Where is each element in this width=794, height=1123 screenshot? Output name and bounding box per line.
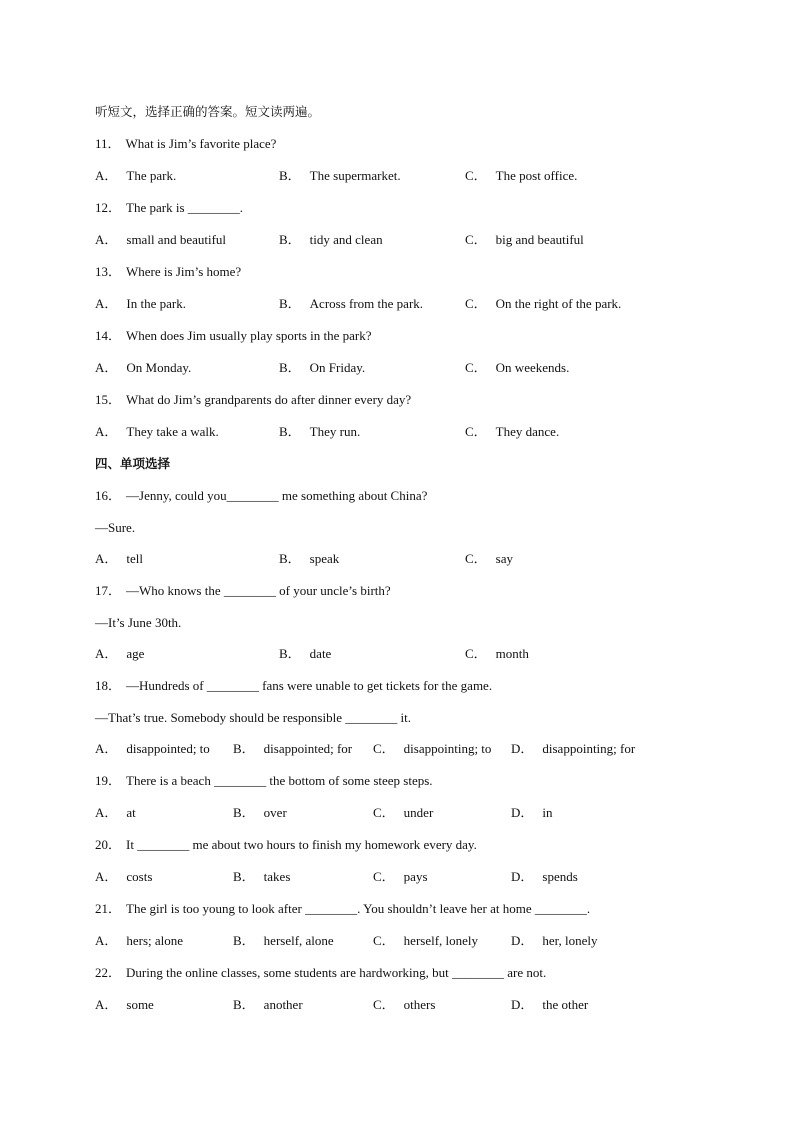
question-number: 11． — [95, 136, 121, 151]
options-20 — [95, 864, 715, 896]
option-letter: C． — [465, 232, 487, 247]
option-letter: C． — [373, 741, 395, 756]
options-19 — [95, 800, 715, 832]
option-letter: A． — [95, 232, 118, 247]
question-18 — [95, 673, 715, 705]
option-letter: C． — [465, 646, 487, 661]
question-number: 22． — [95, 965, 122, 980]
option-d[interactable] — [511, 864, 649, 896]
option-d[interactable] — [511, 992, 649, 1024]
option-letter: C． — [465, 296, 487, 311]
option-text: Across from the park. — [309, 296, 424, 311]
option-letter: C． — [373, 933, 395, 948]
option-text: In the park. — [126, 296, 186, 311]
option-text: hers; alone — [126, 933, 184, 948]
option-b[interactable] — [233, 800, 373, 832]
option-text: disappointed; for — [263, 741, 353, 756]
option-a[interactable] — [95, 800, 233, 832]
option-c[interactable] — [465, 291, 649, 323]
option-text: On Monday. — [126, 360, 192, 375]
option-c[interactable] — [465, 546, 649, 578]
option-text: They run. — [309, 424, 361, 439]
option-letter: D． — [511, 805, 534, 820]
option-letter: D． — [511, 933, 534, 948]
option-letter: D． — [511, 869, 534, 884]
question-text: —Jenny, could you________ me something about China? — [126, 488, 428, 503]
option-a[interactable] — [95, 291, 279, 323]
option-b[interactable] — [279, 546, 465, 578]
options-14 — [95, 355, 715, 387]
question-17 — [95, 578, 715, 610]
option-c[interactable] — [373, 992, 511, 1024]
option-text: herself, alone — [263, 933, 334, 948]
option-letter: C． — [373, 869, 395, 884]
option-a[interactable] — [95, 736, 233, 768]
option-letter: D． — [511, 997, 534, 1012]
question-number: 16． — [95, 488, 122, 503]
option-letter: A． — [95, 551, 118, 566]
question-16-reply: —Sure. — [95, 520, 136, 535]
option-letter: B． — [233, 933, 255, 948]
option-b[interactable] — [233, 864, 373, 896]
section-four-title: 四、单项选择 — [95, 456, 171, 471]
option-b[interactable] — [279, 641, 465, 673]
option-letter: A． — [95, 296, 118, 311]
option-letter: B． — [279, 551, 301, 566]
option-b[interactable] — [233, 928, 373, 960]
question-text: When does Jim usually play sports in the park? — [126, 328, 372, 343]
option-c[interactable] — [465, 419, 649, 451]
option-letter: A． — [95, 168, 118, 183]
question-15 — [95, 387, 715, 419]
option-c[interactable] — [465, 641, 649, 673]
option-letter: A． — [95, 646, 118, 661]
option-c[interactable] — [373, 864, 511, 896]
options-17 — [95, 641, 715, 673]
option-letter: B． — [233, 805, 255, 820]
option-letter: D． — [511, 741, 534, 756]
option-letter: A． — [95, 805, 118, 820]
option-letter: B． — [279, 232, 301, 247]
option-d[interactable] — [511, 736, 649, 768]
question-number: 19． — [95, 773, 122, 788]
question-text: It ________ me about two hours to finish my homework every day. — [126, 837, 477, 852]
option-c[interactable] — [465, 355, 649, 387]
options-13 — [95, 291, 715, 323]
option-a[interactable] — [95, 864, 233, 896]
option-text: month — [495, 646, 529, 661]
option-a[interactable] — [95, 227, 279, 259]
question-number: 21． — [95, 901, 122, 916]
option-text: pays — [403, 869, 428, 884]
option-b[interactable] — [279, 227, 465, 259]
question-text: The girl is too young to look after ________. You shouldn’t leave her at home ________. — [126, 901, 591, 916]
question-text: There is a beach ________ the bottom of some steep steps. — [126, 773, 433, 788]
question-text: Where is Jim’s home? — [126, 264, 242, 279]
option-text: costs — [126, 869, 153, 884]
option-text: They dance. — [495, 424, 560, 439]
option-d[interactable] — [511, 928, 649, 960]
option-text: The post office. — [495, 168, 578, 183]
question-number: 18． — [95, 678, 122, 693]
option-letter: C． — [465, 168, 487, 183]
option-letter: C． — [465, 551, 487, 566]
option-letter: B． — [279, 168, 301, 183]
option-b[interactable] — [279, 355, 465, 387]
option-b[interactable] — [279, 291, 465, 323]
question-12 — [95, 195, 715, 227]
option-text: in — [542, 805, 553, 820]
option-text: disappointing; to — [403, 741, 492, 756]
question-number: 13． — [95, 264, 122, 279]
question-13 — [95, 259, 715, 291]
option-letter: B． — [233, 869, 255, 884]
option-text: big and beautiful — [495, 232, 584, 247]
option-text: disappointing; for — [542, 741, 636, 756]
question-20 — [95, 832, 715, 864]
option-text: her, lonely — [542, 933, 598, 948]
option-c[interactable] — [465, 227, 649, 259]
option-text: The park. — [126, 168, 177, 183]
option-text: others — [403, 997, 436, 1012]
option-text: herself, lonely — [403, 933, 479, 948]
option-letter: A． — [95, 360, 118, 375]
question-21 — [95, 896, 715, 928]
option-text: The supermarket. — [309, 168, 401, 183]
option-text: date — [309, 646, 332, 661]
option-text: under — [403, 805, 434, 820]
option-c[interactable] — [373, 736, 511, 768]
option-letter: A． — [95, 869, 118, 884]
option-text: takes — [263, 869, 291, 884]
option-d[interactable] — [511, 800, 649, 832]
question-text: What is Jim’s favorite place? — [125, 136, 277, 151]
option-text: On the right of the park. — [495, 296, 622, 311]
option-letter: C． — [373, 805, 395, 820]
question-16 — [95, 483, 715, 515]
question-text: During the online classes, some students are hardworking, but ________ are not. — [126, 965, 547, 980]
option-text: On Friday. — [309, 360, 366, 375]
question-text: —Hundreds of ________ fans were unable to get tickets for the game. — [126, 678, 493, 693]
question-number: 20． — [95, 837, 122, 852]
question-22 — [95, 960, 715, 992]
options-15 — [95, 419, 715, 451]
question-number: 15． — [95, 392, 122, 407]
option-text: disappointed; to — [126, 741, 210, 756]
option-letter: B． — [279, 360, 301, 375]
option-letter: C． — [373, 997, 395, 1012]
option-letter: B． — [233, 741, 255, 756]
option-letter: A． — [95, 424, 118, 439]
question-number: 14． — [95, 328, 122, 343]
option-letter: A． — [95, 741, 118, 756]
option-text: age — [126, 646, 145, 661]
option-text: at — [126, 805, 136, 820]
option-text: over — [263, 805, 287, 820]
question-19 — [95, 768, 715, 800]
options-12 — [95, 227, 715, 259]
option-a[interactable] — [95, 992, 233, 1024]
option-text: They take a walk. — [126, 424, 219, 439]
question-18-reply: —That’s true. Somebody should be responsible ________ it. — [95, 710, 411, 725]
option-c[interactable] — [373, 928, 511, 960]
options-21 — [95, 928, 715, 960]
listening-instruction: 听短文，选择正确的答案。短文读两遍。 — [95, 104, 321, 119]
option-letter: B． — [279, 646, 301, 661]
option-letter: B． — [279, 424, 301, 439]
exam-content — [95, 99, 715, 1024]
option-a[interactable] — [95, 163, 279, 195]
option-a[interactable] — [95, 355, 279, 387]
options-22 — [95, 992, 715, 1024]
option-letter: C． — [465, 424, 487, 439]
option-a[interactable] — [95, 419, 279, 451]
option-letter: C． — [465, 360, 487, 375]
question-17-reply: —It’s June 30th. — [95, 615, 182, 630]
option-text: tidy and clean — [309, 232, 383, 247]
option-a[interactable] — [95, 928, 233, 960]
question-number: 17． — [95, 583, 122, 598]
option-text: the other — [542, 997, 589, 1012]
question-number: 12． — [95, 200, 122, 215]
option-text: speak — [309, 551, 340, 566]
option-text: tell — [126, 551, 143, 566]
question-14 — [95, 323, 715, 355]
question-text: —Who knows the ________ of your uncle’s birth? — [126, 583, 391, 598]
option-b[interactable] — [279, 419, 465, 451]
option-text: spends — [542, 869, 578, 884]
question-11 — [95, 131, 715, 163]
option-a[interactable] — [95, 546, 279, 578]
option-c[interactable] — [373, 800, 511, 832]
options-18 — [95, 736, 715, 768]
option-text: small and beautiful — [126, 232, 227, 247]
option-letter: A． — [95, 997, 118, 1012]
option-b[interactable] — [233, 992, 373, 1024]
option-b[interactable] — [279, 163, 465, 195]
option-letter: B． — [279, 296, 301, 311]
option-text: say — [495, 551, 514, 566]
option-b[interactable] — [233, 736, 373, 768]
options-11 — [95, 163, 715, 195]
option-letter: A． — [95, 933, 118, 948]
question-text: The park is ________. — [126, 200, 243, 215]
question-text: What do Jim’s grandparents do after dinner every day? — [126, 392, 412, 407]
option-a[interactable] — [95, 641, 279, 673]
option-c[interactable] — [465, 163, 649, 195]
option-text: some — [126, 997, 154, 1012]
option-letter: B． — [233, 997, 255, 1012]
options-16 — [95, 546, 715, 578]
option-text: another — [263, 997, 303, 1012]
option-text: On weekends. — [495, 360, 570, 375]
